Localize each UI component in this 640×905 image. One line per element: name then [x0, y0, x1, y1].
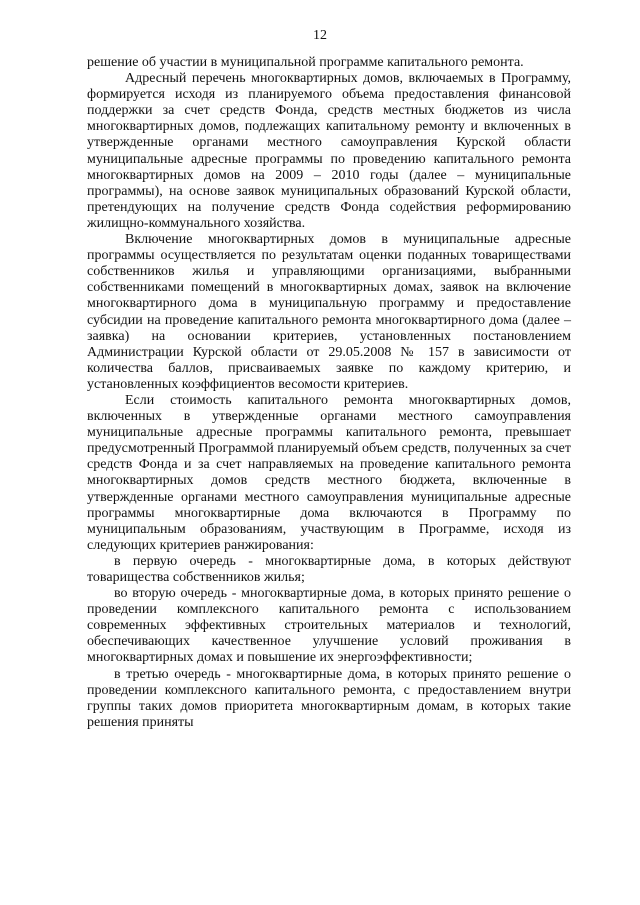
paragraph-continuation: решение об участии в муниципальной программе капитального ремонта. — [87, 55, 524, 70]
page-number: 12 — [313, 28, 327, 43]
paragraph-address-list: Адресный перечень многоквартирных домов, включаемых в Программу, формируется исходя из планируемого объема предоставления финансовой поддержки за счет средств Фонда, средств местных бюджетов из числа многоквартирных домов, подлежащих капитальному ремонту и включенных в утвержденные органами местного самоуправления Курской области муниципальные адресные программы по проведению капитального ремонта многоквартирных домов на 2009 – 2010 годы (далее – муниципальные программы), на основе заявок муниципальных образований Курской области, претендующих на получение средств Фонда содействия реформированию жилищно-коммунального хозяйства. — [87, 71, 571, 231]
paragraph-priority-second: во вторую очередь - многоквартирные дома, в которых принято решение о проведении комплексного капитального ремонта с использованием современных эффективных строительных материалов и технологий, обеспечивающих качественное улучшение условий проживания в многоквартирных домах и повышение их энергоэффективности; — [87, 586, 571, 666]
document-body — [87, 55, 571, 731]
paragraph-priority-first: в первую очередь - многоквартирные дома, в которых действуют товарищества собственников жилья; — [87, 553, 571, 585]
paragraph-ranking-rule: Если стоимость капитального ремонта многоквартирных домов, включенных в утвержденные органами местного самоуправления муниципальные адресные программы капитального ремонта, превышает предусмотренный Программой планируемый объем средств, полученных за счет средств Фонда и за счет направляемых на проведение капитального ремонта многоквартирных домов средств местного бюджета, включенные в утвержденные органами местного самоуправления муниципальные адресные программы многоквартирные дома включаются в Программу по муниципальным образованиям, участвующим в Программе, исходя из следующих критериев ранжирования: — [87, 392, 571, 553]
paragraph-priority-third: в третью очередь - многоквартирные дома, в которых принято решение о проведении комплексного капитального ремонта, с предоставлением внутри группы таких домов приоритета многоквартирным домам, в которых такие решения приняты — [87, 666, 571, 730]
paragraph-inclusion-criteria: Включение многоквартирных домов в муниципальные адресные программы осуществляется по результатам оценки поданных товариществами собственников жилья и управляющими организациями, выбранными собственниками помещений в многоквартирных домах, заявок на включение многоквартирного дома в муниципальную программу и предоставление субсидии на проведение капитального ремонта многоквартирного дома (далее – заявка) на основании критериев, установленных постановлением Администрации Курской области от 29.05.2008 № 157 в зависимости от количества баллов, присваиваемых заявке по каждому критерию, и установленных коэффициентов весомости критериев. — [87, 232, 571, 392]
